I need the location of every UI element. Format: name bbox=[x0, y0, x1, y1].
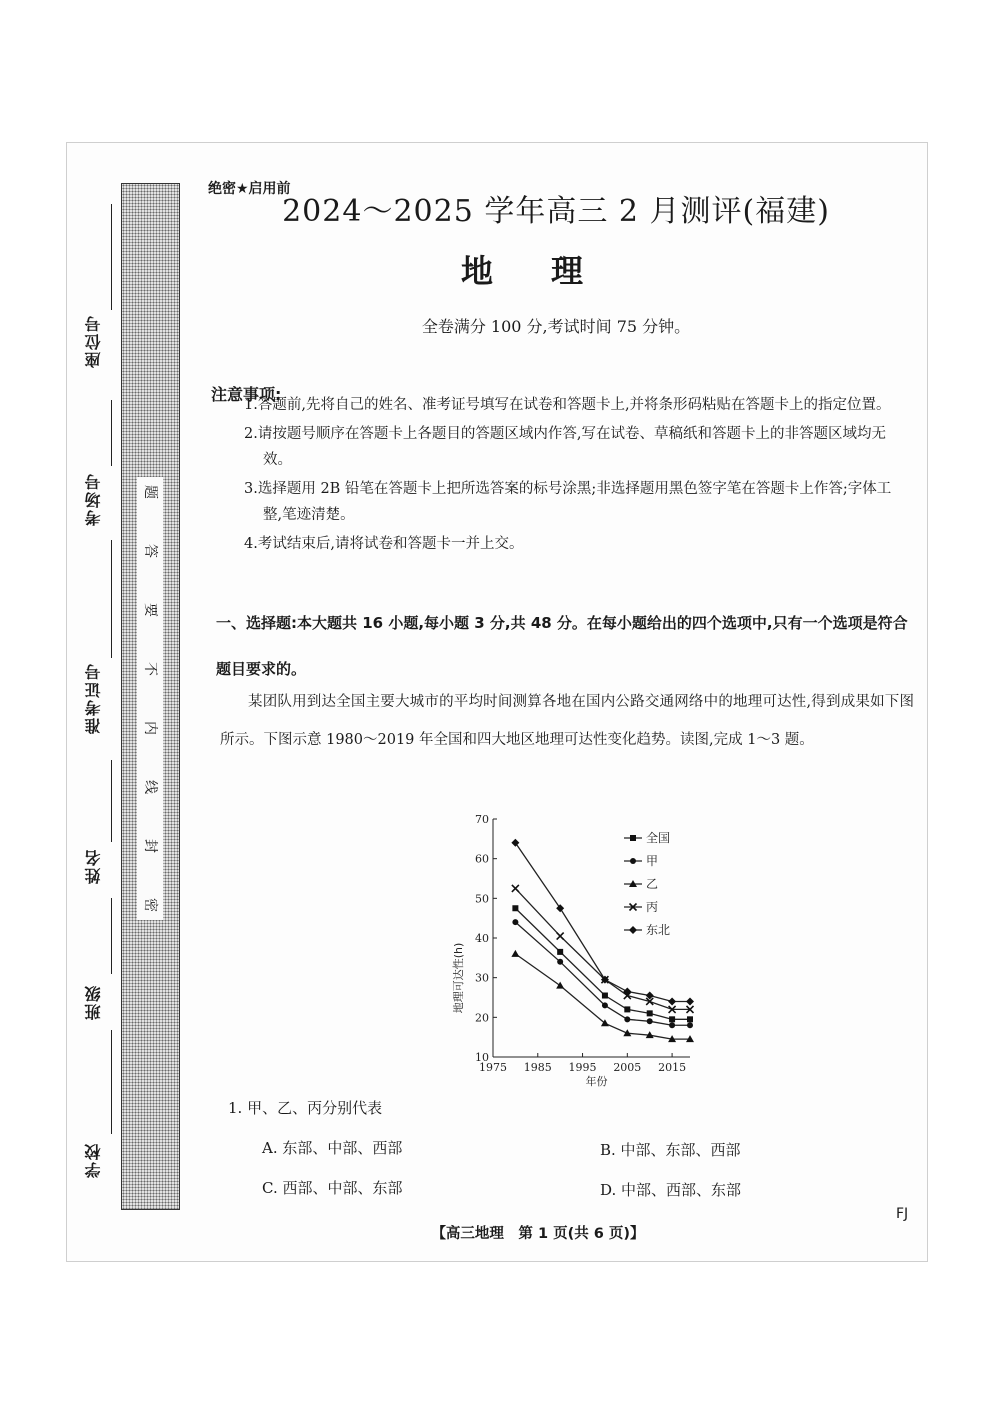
series-line-x bbox=[515, 888, 690, 1009]
question-intro: 某团队用到达全国主要大城市的平均时间测算各地在国内公路交通网络中的地理可达性,得到成果如下图所示。下图示意 1980～2019 年全国和四大地区地理可达性变化趋势。读图,完成 1～3 题。 bbox=[220, 694, 914, 748]
legend-marker-circle bbox=[630, 858, 636, 864]
data-point-circle bbox=[557, 959, 563, 965]
subject-title: 地理 bbox=[460, 252, 641, 290]
seal-char: 不 bbox=[142, 662, 158, 676]
x-tick-label: 1985 bbox=[523, 1061, 552, 1074]
seal-char: 题 bbox=[142, 485, 158, 499]
field-school[interactable] bbox=[82, 1030, 124, 1182]
notice-item: 2.请按题号顺序在答题卡上各题目的答题区域内作答,写在试卷、草稿纸和答题卡上的非答题区域均无效。 bbox=[244, 426, 886, 468]
data-point-circle bbox=[512, 919, 518, 925]
data-point-diamond bbox=[511, 839, 519, 847]
data-point-circle bbox=[624, 1016, 630, 1022]
legend-label: 乙 bbox=[646, 877, 659, 891]
data-point-diamond bbox=[623, 988, 631, 996]
y-tick-label: 70 bbox=[475, 813, 489, 826]
data-point-diamond bbox=[668, 997, 676, 1005]
exam-title: 2024～2025 学年高三 2 月测评(福建) bbox=[282, 194, 830, 229]
y-tick-label: 50 bbox=[475, 892, 489, 906]
field-seat-number[interactable] bbox=[82, 204, 124, 394]
y-tick-label: 20 bbox=[475, 1011, 489, 1025]
section-heading: 一、选择题:本大题共 16 小题,每小题 3 分,共 48 分。在每小题给出的四个选项中,只有一个选项是符合题目要求的。 bbox=[216, 614, 908, 678]
data-point-diamond bbox=[556, 904, 564, 912]
data-point-triangle bbox=[556, 982, 564, 989]
school-line bbox=[111, 1030, 112, 1134]
y-axis-label: 地理可达性(h) bbox=[452, 942, 465, 1014]
seal-char: 密 bbox=[142, 898, 158, 912]
accessibility-line-chart bbox=[446, 806, 706, 1106]
name-label: 姓名 bbox=[84, 848, 103, 884]
question-1-option-b[interactable]: B. 中部、东部、西部 bbox=[600, 1141, 741, 1159]
seal-char: 答 bbox=[142, 544, 158, 558]
notice-item: 3.选择题用 2B 铅笔在答题卡上把所选答案的标号涂黑;非选择题用黑色签字笔在答题卡上作答;字体工整,笔迹清楚。 bbox=[244, 481, 892, 523]
series-line-circle bbox=[515, 922, 690, 1025]
notice-item: 1.答题前,先将自己的姓名、准考证号填写在试卷和答题卡上,并将条形码粘贴在答题卡上的指定位置。 bbox=[244, 397, 891, 413]
exam-room-line bbox=[111, 400, 112, 466]
seal-char: 封 bbox=[142, 839, 158, 853]
data-point-diamond bbox=[686, 997, 694, 1005]
notice-item: 4.考试结束后,请将试卷和答题卡一并上交。 bbox=[244, 536, 524, 552]
question-1-stem: 1. 甲、乙、丙分别代表 bbox=[228, 1099, 383, 1117]
notice-list bbox=[244, 392, 910, 560]
legend-label: 甲 bbox=[646, 854, 659, 868]
legend-label: 丙 bbox=[646, 900, 659, 914]
question-1-option-c[interactable]: C. 西部、中部、东部 bbox=[262, 1179, 403, 1197]
y-tick-label: 40 bbox=[475, 932, 489, 945]
field-exam-room[interactable] bbox=[82, 400, 124, 538]
data-point-square bbox=[687, 1016, 693, 1022]
admission-number-label: 准考证号 bbox=[84, 662, 103, 734]
seal-line-notice bbox=[137, 477, 163, 920]
y-tick-label: 10 bbox=[475, 1051, 489, 1064]
exam-room-label: 考场号 bbox=[84, 472, 103, 526]
seal-char: 线 bbox=[142, 780, 158, 794]
field-class[interactable] bbox=[82, 898, 124, 1022]
y-tick-label: 60 bbox=[475, 852, 489, 866]
question-1-option-d[interactable]: D. 中部、西部、东部 bbox=[600, 1181, 742, 1199]
x-tick-label: 1995 bbox=[568, 1061, 597, 1074]
y-tick-label: 30 bbox=[475, 971, 489, 985]
seal-char: 内 bbox=[142, 721, 158, 735]
confidential-mark: 绝密★启用前 bbox=[208, 181, 291, 197]
legend-label: 全国 bbox=[646, 831, 671, 845]
data-point-square bbox=[557, 949, 563, 955]
legend-label: 东北 bbox=[646, 923, 671, 937]
field-name[interactable] bbox=[82, 760, 124, 894]
data-point-circle bbox=[669, 1022, 675, 1028]
x-tick-label: 1975 bbox=[479, 1061, 507, 1074]
page-footer: 【高三地理 第 1 页(共 6 页)】 bbox=[431, 1226, 645, 1242]
x-tick-label: 2005 bbox=[613, 1061, 642, 1074]
seal-char: 要 bbox=[142, 603, 158, 617]
data-point-triangle bbox=[511, 950, 519, 957]
data-point-circle bbox=[602, 1002, 608, 1008]
data-point-x bbox=[557, 933, 564, 940]
x-axis-label: 年份 bbox=[585, 1075, 608, 1088]
admission-number-line bbox=[111, 540, 112, 658]
data-point-square bbox=[624, 1006, 630, 1012]
field-admission-number[interactable] bbox=[82, 540, 124, 754]
exam-meta: 全卷满分 100 分,考试时间 75 分钟。 bbox=[421, 317, 691, 336]
legend-marker-square bbox=[630, 835, 636, 841]
x-tick-label: 2015 bbox=[658, 1061, 687, 1074]
data-point-square bbox=[512, 905, 518, 911]
data-point-circle bbox=[647, 1018, 653, 1024]
notice-title: 注意事项: bbox=[211, 385, 282, 404]
region-code: FJ bbox=[896, 1206, 909, 1222]
data-point-circle bbox=[687, 1022, 693, 1028]
data-point-triangle bbox=[623, 1029, 631, 1036]
school-label: 学校 bbox=[84, 1142, 103, 1178]
data-point-square bbox=[669, 1016, 675, 1022]
seat-number-label: 座位号 bbox=[84, 314, 103, 368]
data-point-square bbox=[647, 1010, 653, 1016]
data-point-x bbox=[512, 885, 519, 892]
class-label: 班级 bbox=[84, 984, 103, 1020]
class-line bbox=[111, 898, 112, 974]
name-line bbox=[111, 760, 112, 842]
question-1-option-a[interactable]: A. 东部、中部、西部 bbox=[262, 1139, 403, 1157]
legend-marker-diamond bbox=[629, 926, 637, 934]
data-point-square bbox=[602, 993, 608, 999]
